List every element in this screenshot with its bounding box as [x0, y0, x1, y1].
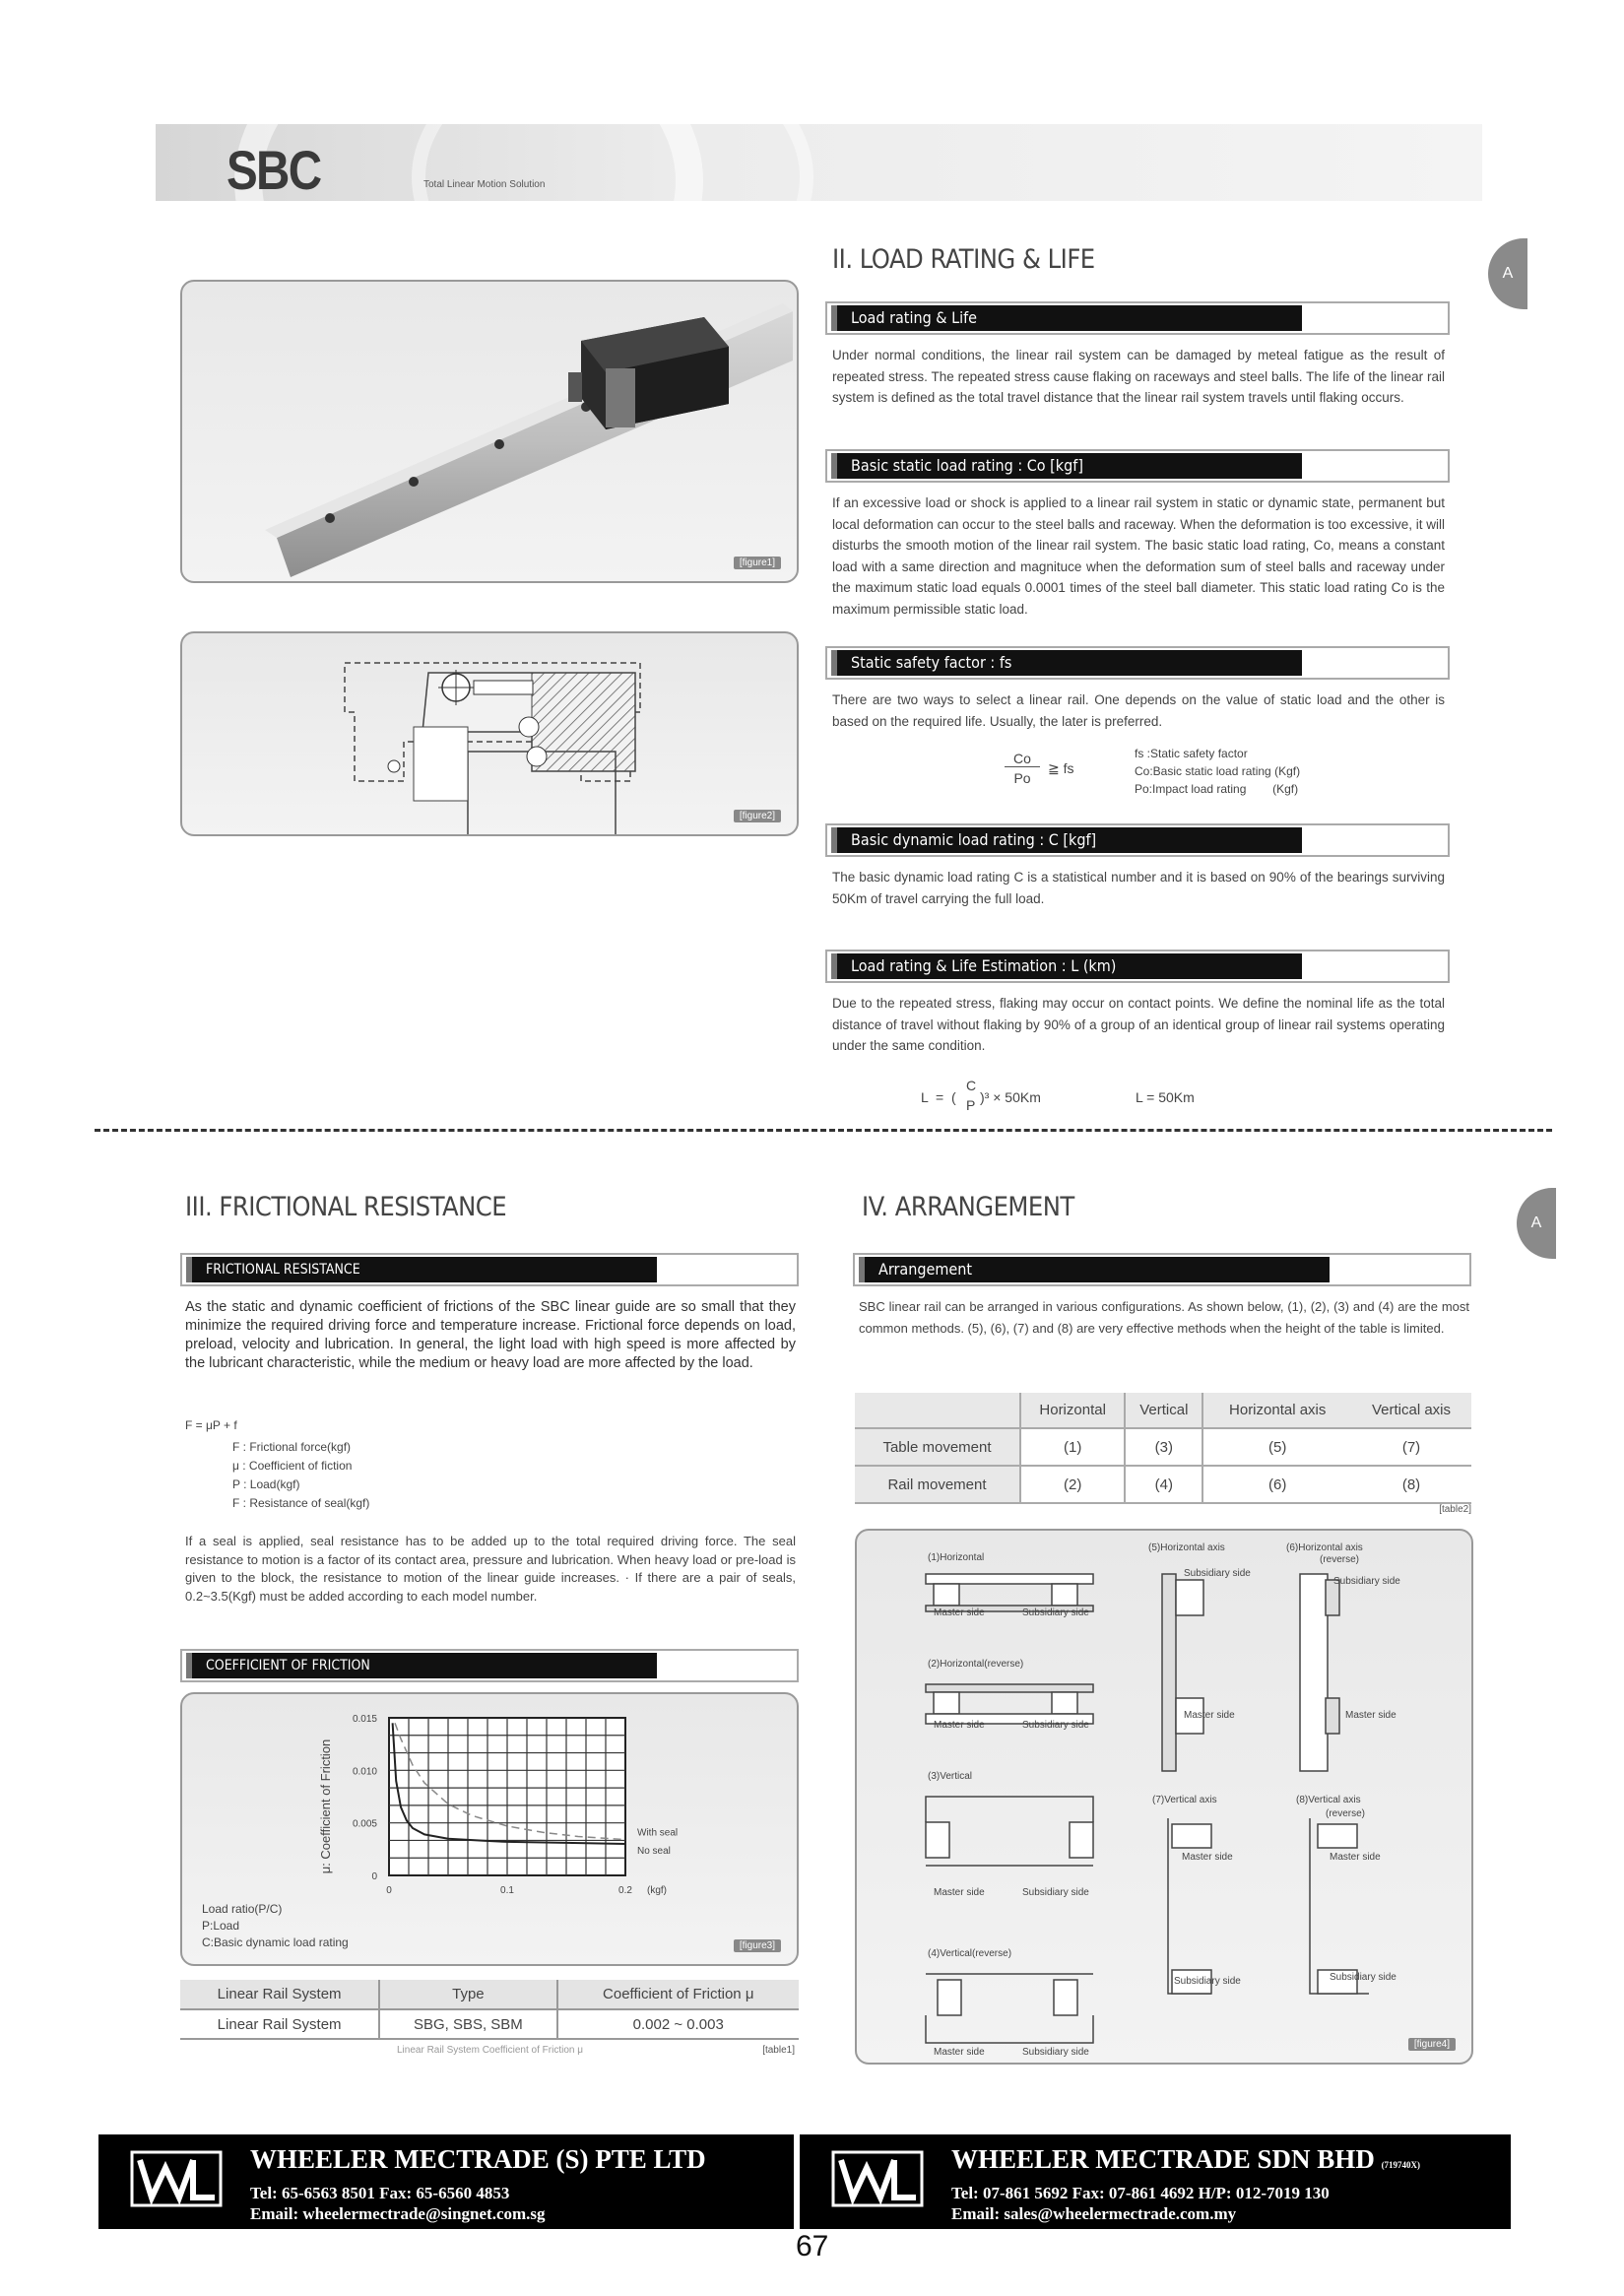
x-tick-label: 0.2: [618, 1885, 632, 1896]
footer-left: [98, 2134, 794, 2229]
paragraph: As the static and dynamic coefficient of frictions of the SBC linear guide are so small that they minimize the required driving force and temperature increase. Frictional force depends on load, preload, velocity and lubrication. In general, the light load with high speed is more affected by the lubricant characteristic, while the medium or heavy load are more affected by the load.: [185, 1299, 796, 1371]
company-name: WHEELER MECTRADE SDN BHD (719740X): [951, 2144, 1421, 2174]
company-phone: Tel: 65-6563 8501 Fax: 65-6560 4853: [250, 2184, 510, 2202]
company-logo: [831, 2148, 924, 2209]
company-email: Email: wheelermectrade@singnet.com.sg: [250, 2204, 546, 2223]
formula-definitions: fs :Static safety factor Co:Basic static load rating (Kgf) Po:Impact load rating (Kgf): [1135, 747, 1301, 796]
paragraph: Due to the repeated stress, flaking may occur on contact points. We define the nominal life as the total distance of travel without flaking by 90% of a group of an identical group of linear rail systems operating under the same condition.: [832, 996, 1445, 1053]
figure-label: [figure4]: [1408, 2038, 1456, 2051]
table-cell: Linear Rail System: [180, 2009, 379, 2039]
subsection-heading: Load rating & Life Estimation : L (km): [831, 953, 1302, 979]
section-tab-a-2: A: [1517, 1188, 1556, 1259]
table-header: Coefficient of Friction μ: [603, 1986, 754, 2002]
x-tick-label: 0: [386, 1885, 392, 1896]
subsection-heading: Arrangement: [859, 1257, 1330, 1282]
page-number: 67: [796, 2230, 829, 2263]
x-tick-label: 0.1: [500, 1885, 514, 1896]
arrangement-table: [855, 1393, 1471, 1515]
company-name: WHEELER MECTRADE (S) PTE LTD: [250, 2144, 706, 2174]
y-tick-label: 0.015: [352, 1714, 377, 1725]
subsection-heading: COEFFICIENT OF FRICTION: [186, 1653, 657, 1678]
table-cell: (3): [1125, 1428, 1202, 1466]
linear-guide-photo: [182, 282, 797, 581]
y-tick-label: 0: [371, 1871, 377, 1882]
paragraph: If an excessive load or shock is applied to a linear rail system in static or dynamic state, permanent but local deformation can occur to the steel balls and raceway. When the deformation is too excessive, it will disturbs the smooth motion of the linear rail system. The basic static load rating, Co, means a constant load with a same direction and magnituce when the deformation sum of steel balls and raceway under the maximum static load equals 0.0001 times of the steel ball diameter. This static load rating Co is the maximum permissible static load.: [832, 495, 1445, 617]
paragraph: There are two ways to select a linear rail. One depends on the value of static load and the other is based on the required life. Usually, the later is preferred.: [832, 692, 1445, 729]
figure-label: [figure1]: [734, 557, 781, 569]
paragraph: Under normal conditions, the linear rail system can be damaged by meteal fatigue as the result of repeated stress. The repeated stress cause flaking on raceways and steel balls. The life of the linear rail system is defined as the total travel distance that the linear rail system travels until flaking occurs.: [832, 348, 1445, 405]
subsection-header: [825, 646, 1450, 680]
subsection-header: [180, 1649, 799, 1682]
chart-caption: Load ratio(P/C) P:Load C:Basic dynamic load rating: [202, 1902, 349, 1949]
friction-formula: F = μP + f: [185, 1418, 237, 1432]
brand-logo: SBC: [227, 139, 321, 201]
section-title: II. LOAD RATING & LIFE: [832, 244, 1095, 275]
subsection-heading: Basic static load rating : Co [kgf]: [831, 453, 1302, 479]
table-cell: (6): [1268, 1476, 1287, 1493]
x-unit-label: (kgf): [647, 1885, 667, 1896]
section-title: IV. ARRANGEMENT: [862, 1192, 1074, 1222]
figure-label: [figure2]: [734, 810, 781, 822]
legend-label: With seal: [637, 1827, 679, 1839]
legend-label: No seal: [637, 1846, 671, 1857]
subsection-header: [825, 301, 1450, 335]
company-logo: [130, 2148, 223, 2209]
table-header: Linear Rail System: [180, 1980, 379, 2009]
friction-definitions: F : Frictional force(kgf) μ : Coefficient of fiction P : Load(kgf) F : Resistance of seal(kgf): [232, 1440, 370, 1510]
table-cell: SBG, SBS, SBM: [379, 2009, 556, 2039]
subsection-header: [180, 1253, 799, 1286]
table-header: Vertical: [1125, 1393, 1202, 1428]
figure-label: [figure3]: [734, 1939, 781, 1952]
subsection-heading: Static safety factor : fs: [831, 650, 1302, 676]
company-email: Email: sales@wheelermectrade.com.my: [951, 2204, 1237, 2223]
divider-line: [95, 1129, 1552, 1132]
formula-life: L = ( C P )³ × 50Km L = 50Km: [921, 1078, 1195, 1113]
subsection-header: [825, 823, 1450, 857]
table-cell: (1): [1020, 1428, 1125, 1466]
table-header: Horizontal: [1020, 1393, 1125, 1428]
cross-section-drawing: [182, 633, 797, 834]
subsection-header: [853, 1253, 1471, 1286]
table-cell: (7): [1401, 1438, 1421, 1456]
section-tab-a: A: [1488, 238, 1527, 309]
table-header: Vertical axis: [1371, 1402, 1452, 1418]
table-cell: 0.002 ~ 0.003: [632, 2015, 724, 2033]
header-banner: [156, 124, 1482, 201]
figure-arrangement: (1)Horizontal (2)Horizontal(reverse) (3)Vertical (4)Vertical(reverse) (5)Horizontal axis (6)Horizontal axis (reverse) (7)Vertical axis (8)Vertical axis (reverse) Master side Subsidiary side Master side Subsidiary side Master side Subsidiary side Master side Subsidiary side Subsidiary side Master side Subsidiary side Master side Master side Subsidiary side Master side Subsidiary side [figure4]: [855, 1529, 1473, 2065]
table-cell: Rail movement: [855, 1466, 1020, 1503]
table-header: Type: [379, 1980, 556, 2009]
table-cell: (8): [1401, 1476, 1421, 1493]
table-label: [table2]: [1439, 1504, 1471, 1515]
table-header: [855, 1393, 1020, 1428]
footer-right: [800, 2134, 1511, 2229]
y-tick-label: 0.005: [352, 1818, 377, 1830]
subsection-heading: FRICTIONAL RESISTANCE: [186, 1257, 657, 1282]
friction-table: [180, 1980, 799, 2056]
table-label: [table1]: [762, 2045, 795, 2056]
table-caption: Linear Rail System Coefficient of Friction μ: [397, 2045, 583, 2056]
company-phone: Tel: 07-861 5692 Fax: 07-861 4692 H/P: 012-7019 130: [951, 2184, 1330, 2202]
figure-cross-section: [180, 631, 799, 836]
table-cell: (4): [1125, 1466, 1202, 1503]
subsection-header: [825, 449, 1450, 483]
subsection-header: [825, 950, 1450, 983]
paragraph: The basic dynamic load rating C is a statistical number and it is based on 90% of the bearings surviving 50Km of travel carrying the full load.: [832, 870, 1445, 906]
table-header: Horizontal axis: [1229, 1402, 1327, 1418]
table-cell: Table movement: [855, 1428, 1020, 1466]
subsection-heading: Basic dynamic load rating : C [kgf]: [831, 827, 1302, 853]
paragraph: SBC linear rail can be arranged in various configurations. As shown below, (1), (2), (3) and (4) are the most common methods. (5), (6), (7) and (8) are very effective methods when the height of the table is limited.: [859, 1299, 1469, 1336]
subsection-heading: Load rating & Life: [831, 305, 1302, 331]
figure-friction-chart: [180, 1692, 799, 1966]
section-title: III. FRICTIONAL RESISTANCE: [185, 1192, 507, 1222]
table-cell: (5): [1268, 1438, 1287, 1456]
y-tick-label: 0.010: [352, 1766, 377, 1778]
paragraph: If a seal is applied, seal resistance has to be added up to the total required driving force. The seal resistance to motion is a factor of its contact area, pressure and lubrication. When heavy load or pre-load is given to the block, the resistance to motion of the linear guide increases. · If there are a pair of seals, 0.2~3.5(Kgf) must be added according to each model number.: [185, 1534, 796, 1604]
y-axis-label: μ: Coefficient of Friction: [318, 1738, 333, 1874]
figure-linear-guide-photo: [180, 280, 799, 583]
table-cell: (2): [1020, 1466, 1125, 1503]
brand-tagline: Total Linear Motion Solution: [423, 179, 546, 190]
